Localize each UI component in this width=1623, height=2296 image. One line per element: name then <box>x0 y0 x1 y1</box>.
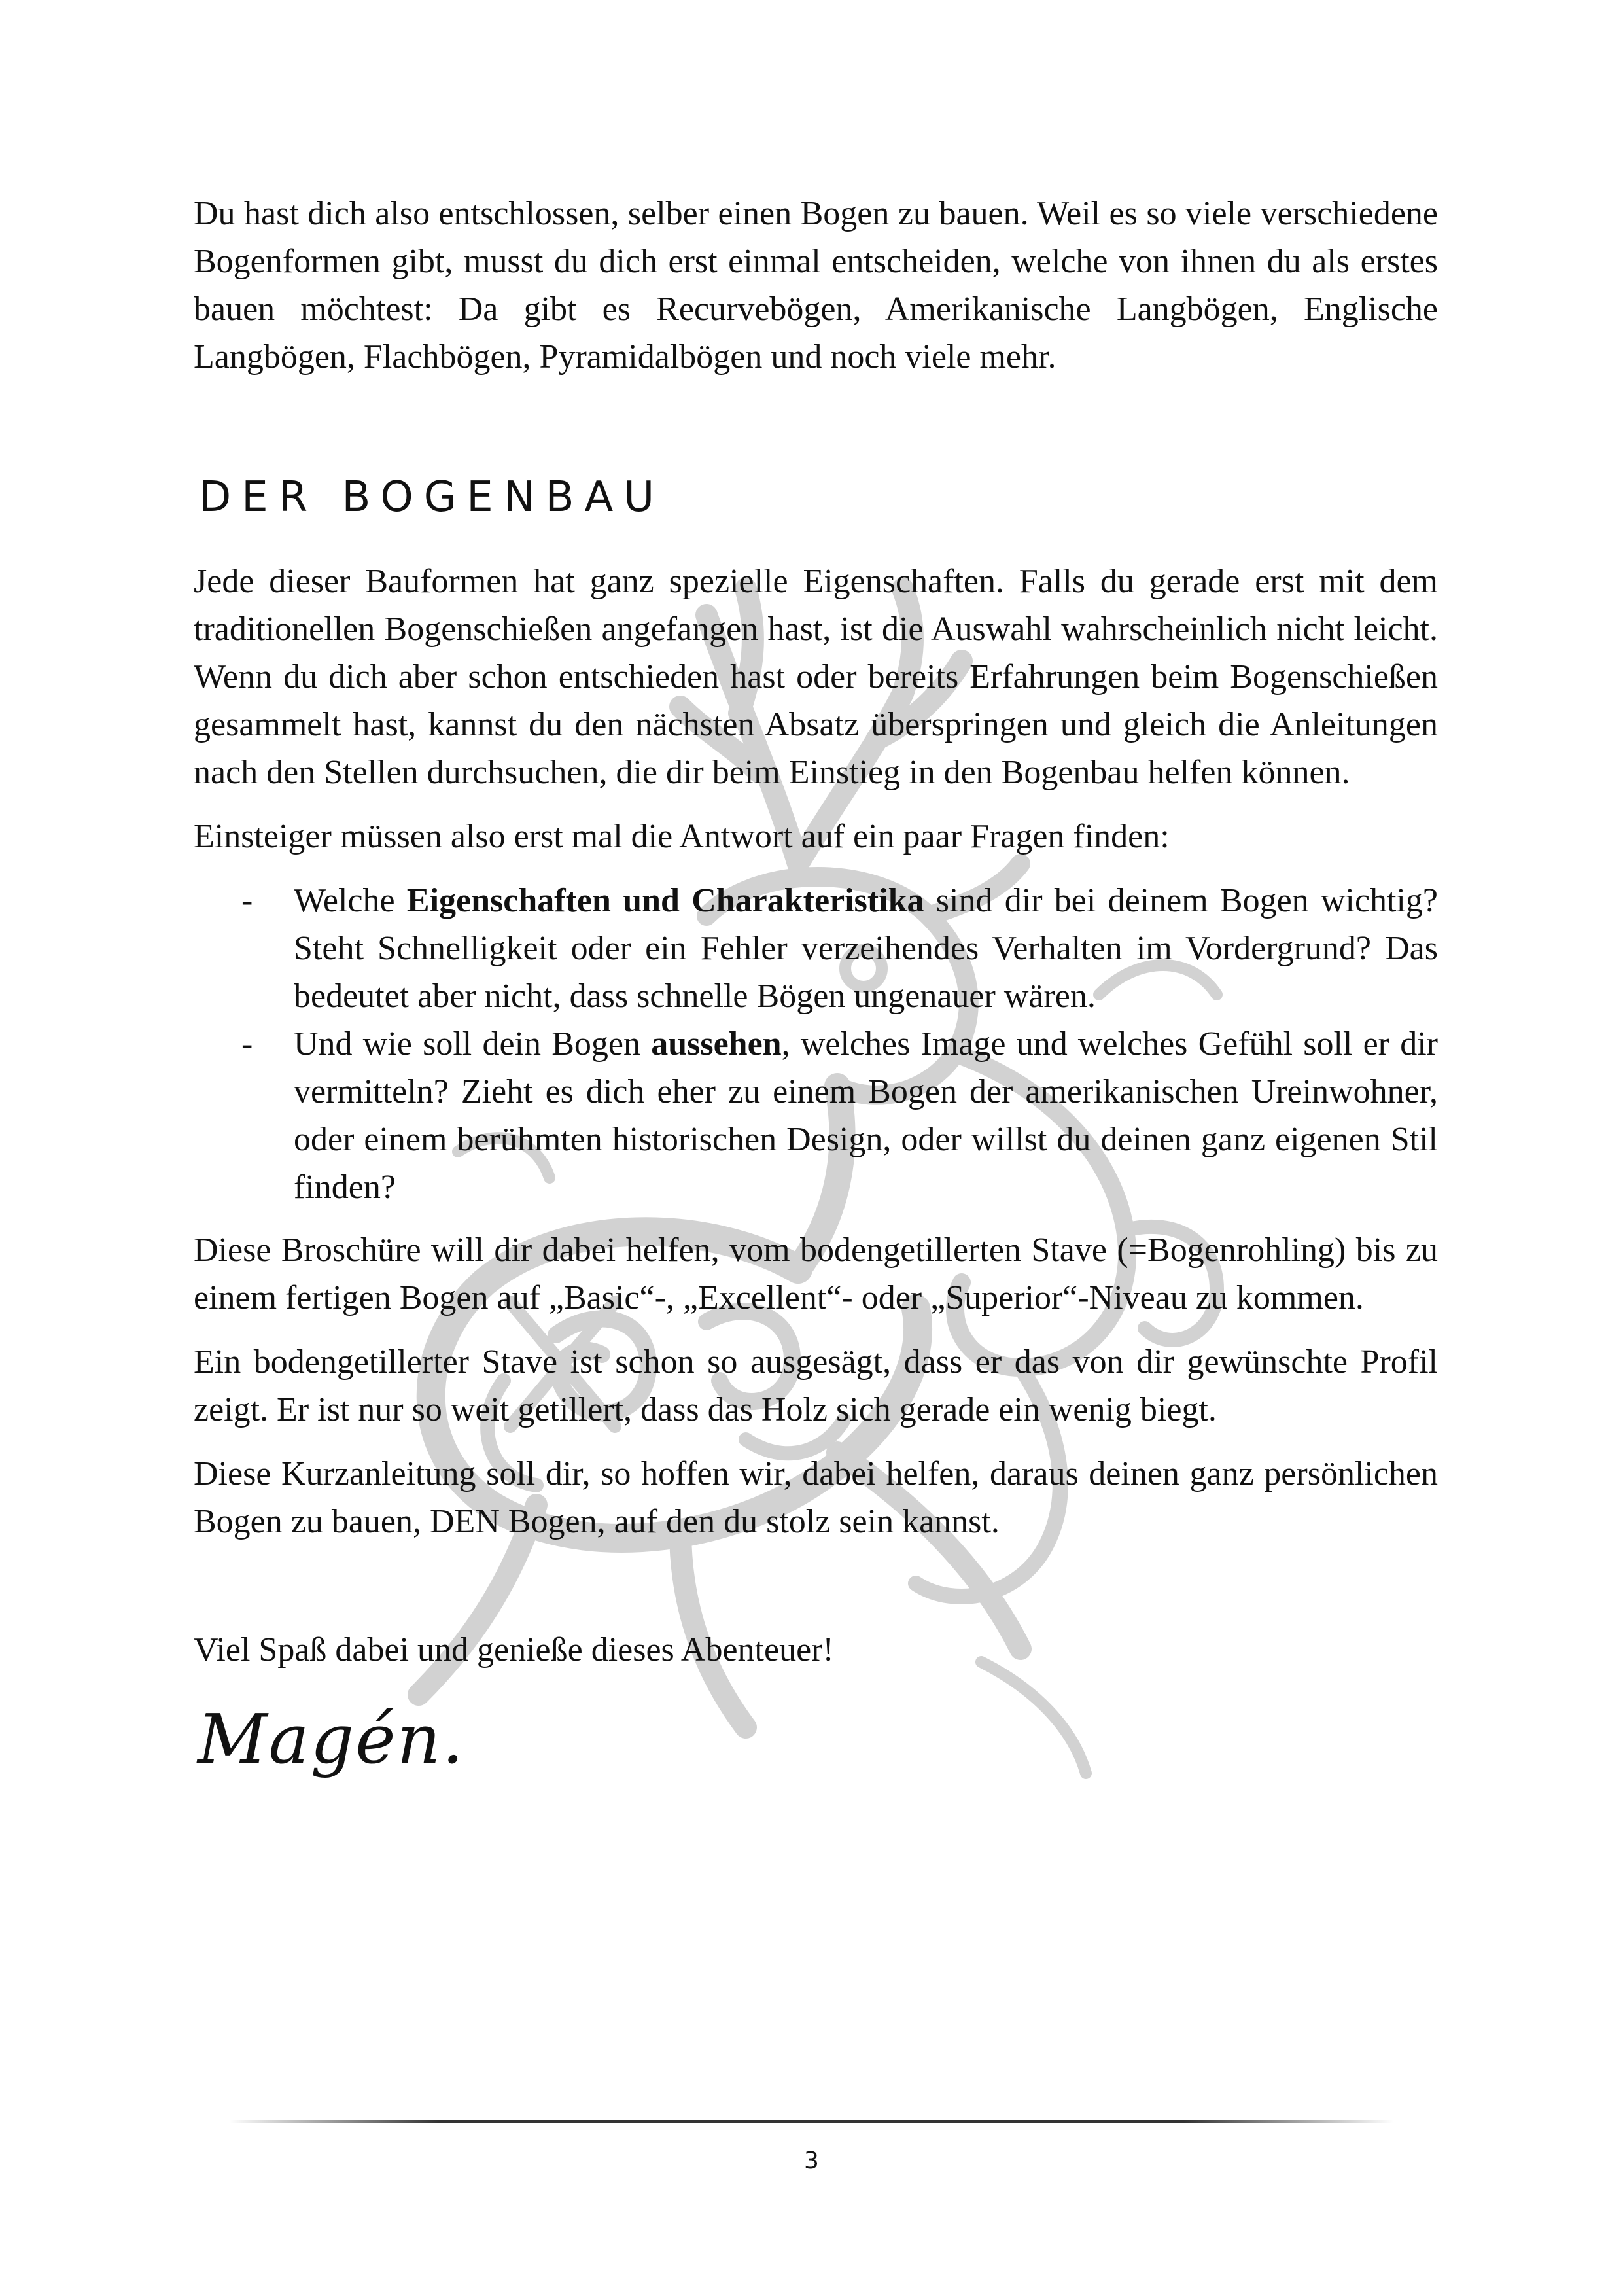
intro-paragraph: Du hast dich also entschlossen, selber einen Bogen zu bauen. Weil es so viele verschiedene Bogenformen gibt, musst du dich erst einmal entscheiden, welche von ihnen du als erstes bauen möchtest: Da gibt es Recurvebögen, Amerikanische Langbögen, Englische Langbögen, Flachbögen, Pyramidalbögen und noch viele mehr. <box>194 195 1438 376</box>
page-number: 3 <box>804 2147 819 2174</box>
paragraph-stave: Ein bodengetillerter Stave ist schon so ausgesägt, dass er das von dir gewünschte Profil zeigt. Er ist nur so weit getillert, dass das Holz sich gerade ein wenig biegt. <box>194 1343 1438 1428</box>
list-item <box>194 1020 1438 1211</box>
list-item <box>194 877 1438 1020</box>
list-item-bold: Eigenschaften und Charakteristika <box>406 882 924 919</box>
list-item-text: sind dir bei deinem Bogen wichtig? Steht Schnelligkeit oder ein Fehler verzeihendes Verhalten im Vordergrund? Das bedeutet aber nicht, dass schnelle Bögen ungenauer wären. <box>294 882 1438 1015</box>
paragraph-broschuere: Diese Broschüre will dir dabei helfen, vom bodengetillerten Stave (=Bogenrohling) bis zu einem fertigen Bogen auf „Basic“-, „Excellent“- oder „Superior“-Niveau zu kommen. <box>194 1231 1438 1316</box>
paragraph-einsteiger: Einsteiger müssen also erst mal die Antwort auf ein paar Fragen finden: <box>194 818 1170 855</box>
greeting: Viel Spaß dabei und genieße dieses Abenteuer! <box>194 1631 834 1669</box>
list-item-text: Und wie soll dein Bogen <box>294 1025 652 1063</box>
signature: Magén. <box>198 1699 465 1779</box>
paragraph-bauformen: Jede dieser Bauformen hat ganz spezielle Eigenschaften. Falls du gerade erst mit dem traditionellen Bogenschießen angefangen hast, ist die Auswahl wahrscheinlich nicht leicht. Wenn du dich aber schon entschieden hast oder bereits Erfahrungen beim Bogenschießen gesammelt hast, kannst du den nächsten Absatz überspringen und gleich die Anleitungen nach den Stellen durchsuchen, die dir beim Einstieg in den Bogenbau helfen können. <box>194 563 1438 791</box>
section-heading: DER BOGENBAU <box>199 473 665 521</box>
list-dash: - <box>241 882 253 919</box>
list-dash: - <box>241 1025 253 1063</box>
footer-divider <box>229 2120 1393 2123</box>
page-content <box>194 190 1438 1788</box>
paragraph-kurzanleitung: Diese Kurzanleitung soll dir, so hoffen wir, dabei helfen, daraus deinen ganz persönlichen Bogen zu bauen, DEN Bogen, auf den du stolz sein kannst. <box>194 1455 1438 1540</box>
list-item-bold: aussehen <box>651 1025 782 1063</box>
list-item-text: , welches Image und welches Gefühl soll er dir vermitteln? Zieht es dich eher zu einem Bogen der amerikanischen Ureinwohner, oder einem berühmten historischen Design, oder willst du deinen ganz eigenen Stil finden? <box>294 1025 1438 1206</box>
question-list <box>194 877 1438 1211</box>
list-item-text: Welche <box>294 882 407 919</box>
